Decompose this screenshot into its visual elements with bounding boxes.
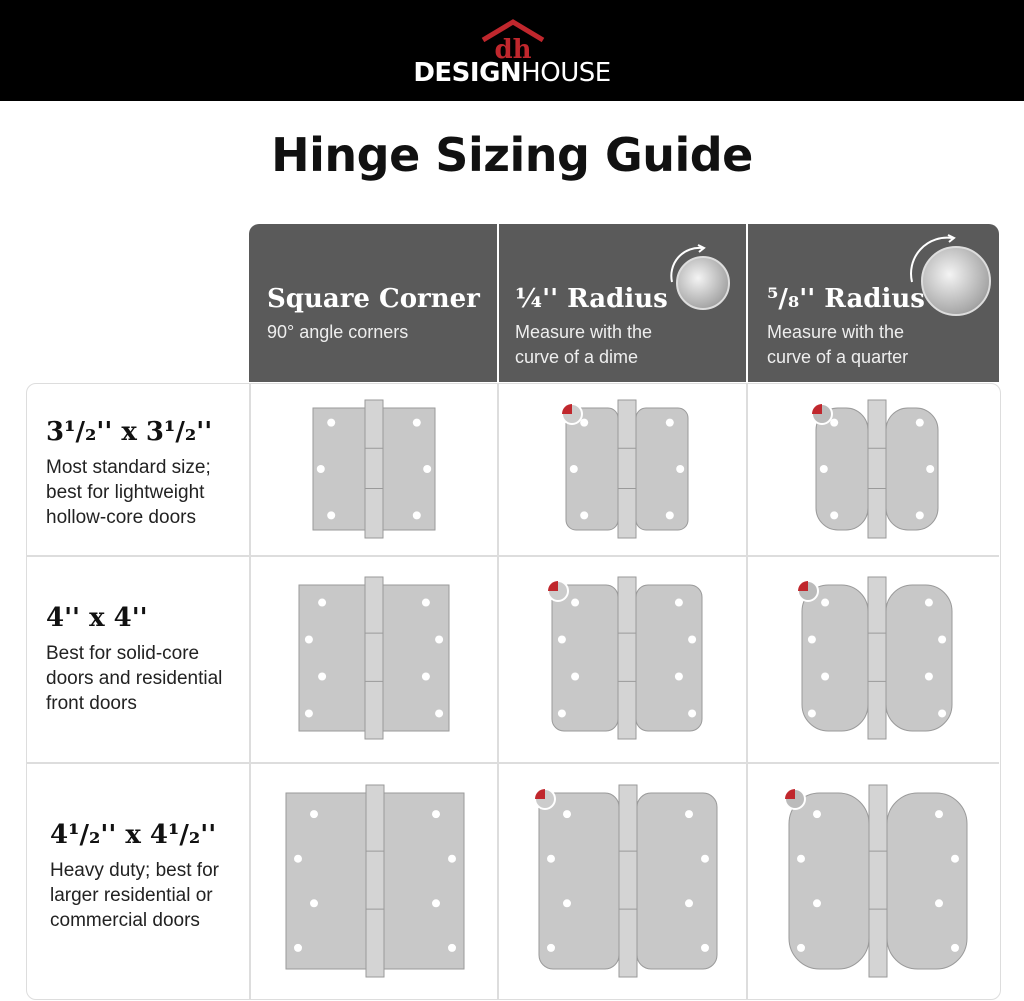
grid-line — [497, 383, 499, 999]
hinge-illustration — [556, 393, 698, 545]
column-divider — [746, 224, 748, 382]
hinge-illustration — [276, 778, 474, 984]
grid-line — [26, 762, 999, 764]
grid-line — [26, 555, 999, 557]
row-label-small — [46, 417, 212, 530]
column-name: ⁵/₈'' Radius — [767, 284, 925, 314]
brand-name: DESIGNHOUSE — [413, 58, 611, 88]
rotate-arrow-icon — [904, 232, 960, 288]
column-name: ¼'' Radius — [515, 284, 668, 314]
hinge-illustration — [792, 570, 962, 746]
column-name: Square Corner — [267, 284, 480, 314]
grid-line — [249, 383, 251, 999]
column-sub: Measure with the curve of a quarter — [767, 322, 909, 367]
rotate-arrow-icon — [664, 242, 710, 288]
hinge-illustration — [806, 393, 948, 545]
logo-mark-text: dh — [494, 35, 532, 60]
hinge-illustration — [289, 570, 459, 746]
row-label-medium — [46, 603, 222, 716]
row-description: Heavy duty; best for larger residential or commercial doors — [50, 860, 219, 931]
row-size: 4'' x 4'' — [46, 603, 148, 633]
hinge-illustration — [529, 778, 727, 984]
column-divider — [497, 224, 499, 382]
row-size: 4¹/₂'' x 4¹/₂'' — [50, 820, 217, 850]
page-title: Hinge Sizing Guide — [271, 128, 753, 182]
row-size: 3¹/₂'' x 3¹/₂'' — [46, 417, 213, 447]
hinge-illustration — [542, 570, 712, 746]
brand-bar — [0, 0, 1024, 101]
column-sub: Measure with the curve of a dime — [515, 322, 653, 367]
hinge-illustration — [303, 393, 445, 545]
column-sub: 90° angle corners — [267, 322, 409, 342]
row-label-large — [50, 820, 219, 933]
grid-line — [746, 383, 748, 999]
hinge-illustration — [779, 778, 977, 984]
row-description: Most standard size; best for lightweight hollow-core doors — [46, 457, 211, 528]
house-logo-icon — [478, 18, 548, 60]
column-header-square — [267, 224, 495, 382]
row-description: Best for solid-core doors and residential front doors — [46, 643, 223, 714]
